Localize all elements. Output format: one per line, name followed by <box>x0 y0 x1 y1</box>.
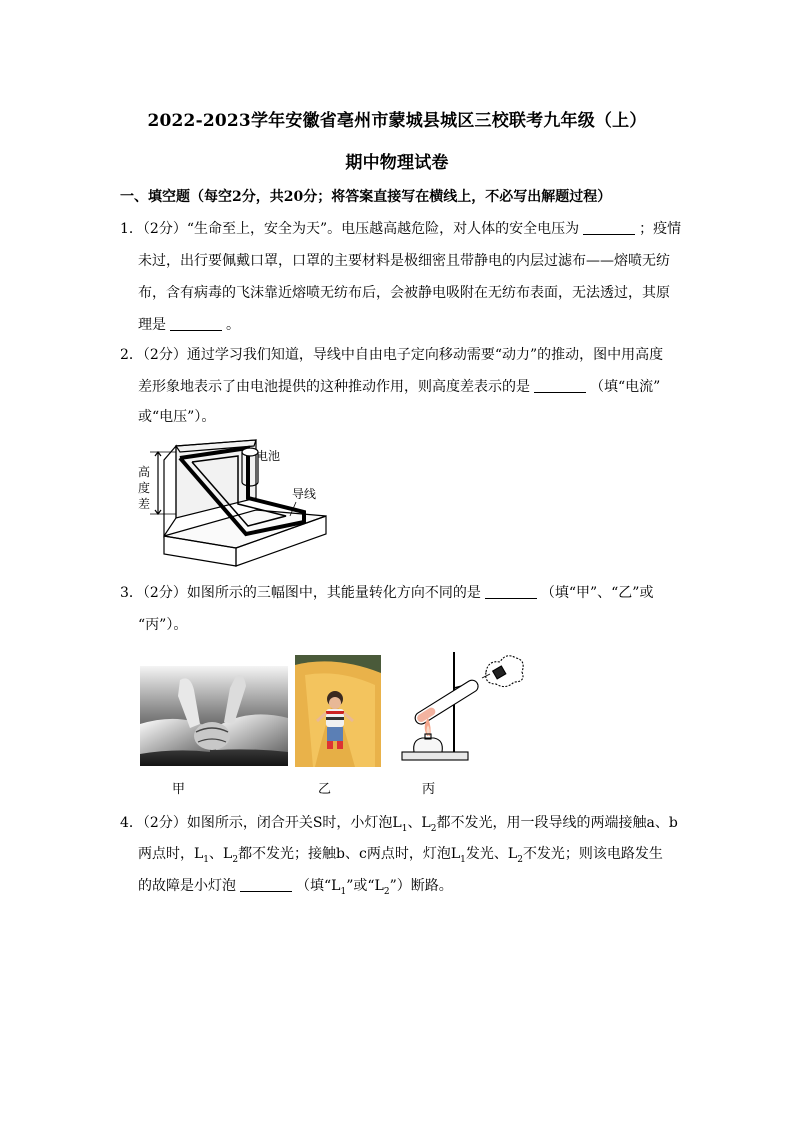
answer-blank[interactable] <box>485 586 537 599</box>
caption-jia: 甲 <box>172 782 186 797</box>
wire-label: 导线 <box>292 487 317 501</box>
q2-text: （填“电流” <box>590 379 661 395</box>
subscript: 2 <box>430 823 437 834</box>
test-tube-heating-image <box>394 648 526 766</box>
q4-line2 <box>138 843 663 865</box>
q4-line3 <box>138 875 453 897</box>
q3-text: （填“甲”、“乙”或 <box>540 585 654 601</box>
height-label-char: 高 <box>138 465 151 479</box>
q2-line1: 2．（2分）通过学习我们知道，导线中自由电子定向移动需要“动力”的推动，图中用高度 <box>120 347 664 363</box>
q4-text: 发光、L <box>465 846 518 862</box>
q4-text: 都不发光；接触b、c两点时，灯泡L <box>238 846 461 862</box>
caption-bing: 丙 <box>422 782 436 797</box>
height-label-char: 差 <box>138 497 151 511</box>
q4-text: 不发光；则该电路发生 <box>522 846 663 862</box>
q3-text: 3．（2分）如图所示的三幅图中，其能量转化方向不同的是 <box>120 585 481 601</box>
q4-text: 都不发光，用一段导线的两端接触a、b <box>436 815 678 831</box>
answer-blank[interactable] <box>534 380 586 393</box>
subscript: 2 <box>232 854 239 865</box>
height-label-char: 度 <box>138 481 151 495</box>
q4-line1 <box>120 812 678 834</box>
subscript: 2 <box>517 854 523 865</box>
height-difference-diagram <box>136 438 336 570</box>
q1-text: 理是 <box>138 317 166 333</box>
caption-yi: 乙 <box>318 782 332 797</box>
q4-text: 4．（2分）如图所示，闭合开关S时，小灯泡L <box>120 815 402 831</box>
battery-label: 电池 <box>256 449 281 463</box>
q2-line2 <box>138 376 660 396</box>
q4-text: 的故障是小灯泡 <box>138 878 236 894</box>
subscript: 1 <box>203 854 210 865</box>
answer-blank[interactable] <box>240 879 292 892</box>
page-title-line1: 2022-2023学年安徽省亳州市蒙城县城区三校联考九年级（上） <box>147 111 647 131</box>
answer-blank[interactable] <box>583 222 635 235</box>
subscript: 1 <box>460 854 466 865</box>
section-heading: 一、填空题（每空2分，共20分；将答案直接写在横线上，不必写出解题过程） <box>120 189 612 205</box>
subscript: 1 <box>340 886 347 897</box>
page-title-line2: 期中物理试卷 <box>345 153 449 173</box>
q4-text: （填“L <box>296 878 341 894</box>
q1-line3: 布，含有病毒的飞沫靠近熔喷无纺布后，会被静电吸附在无纺布表面，无法透过，其原 <box>138 285 670 301</box>
q4-text: 、L <box>407 815 431 831</box>
answer-blank[interactable] <box>170 318 222 331</box>
q2-text: 差形象地表示了由电池提供的这种推动作用，则高度差表示的是 <box>138 379 530 395</box>
subscript: 1 <box>401 823 408 834</box>
q1-text: 。 <box>226 317 240 333</box>
q2-line3: 或“电压”）。 <box>138 409 216 425</box>
q4-text: ”）断路。 <box>389 878 453 894</box>
q4-text: ”或“L <box>346 878 384 894</box>
q4-text: 、L <box>209 846 233 862</box>
q1-line1 <box>120 218 681 238</box>
q3-line2: “丙”）。 <box>138 617 188 633</box>
slide-child-image <box>295 655 381 767</box>
q3-line1 <box>120 582 653 602</box>
q4-text: 两点时，L <box>138 846 204 862</box>
q1-line2: 未过，出行要佩戴口罩，口罩的主要材料是极细密且带静电的内层过滤布——熔喷无纺 <box>138 253 670 269</box>
q1-text: ；疫情 <box>639 221 682 237</box>
subscript: 2 <box>383 886 390 897</box>
q1-text: 1．（2分）“生命至上，安全为天”。电压越高越危险，对人体的安全电压为 <box>120 221 580 237</box>
q1-line4 <box>138 314 240 334</box>
rubbing-hands-image <box>140 666 288 766</box>
